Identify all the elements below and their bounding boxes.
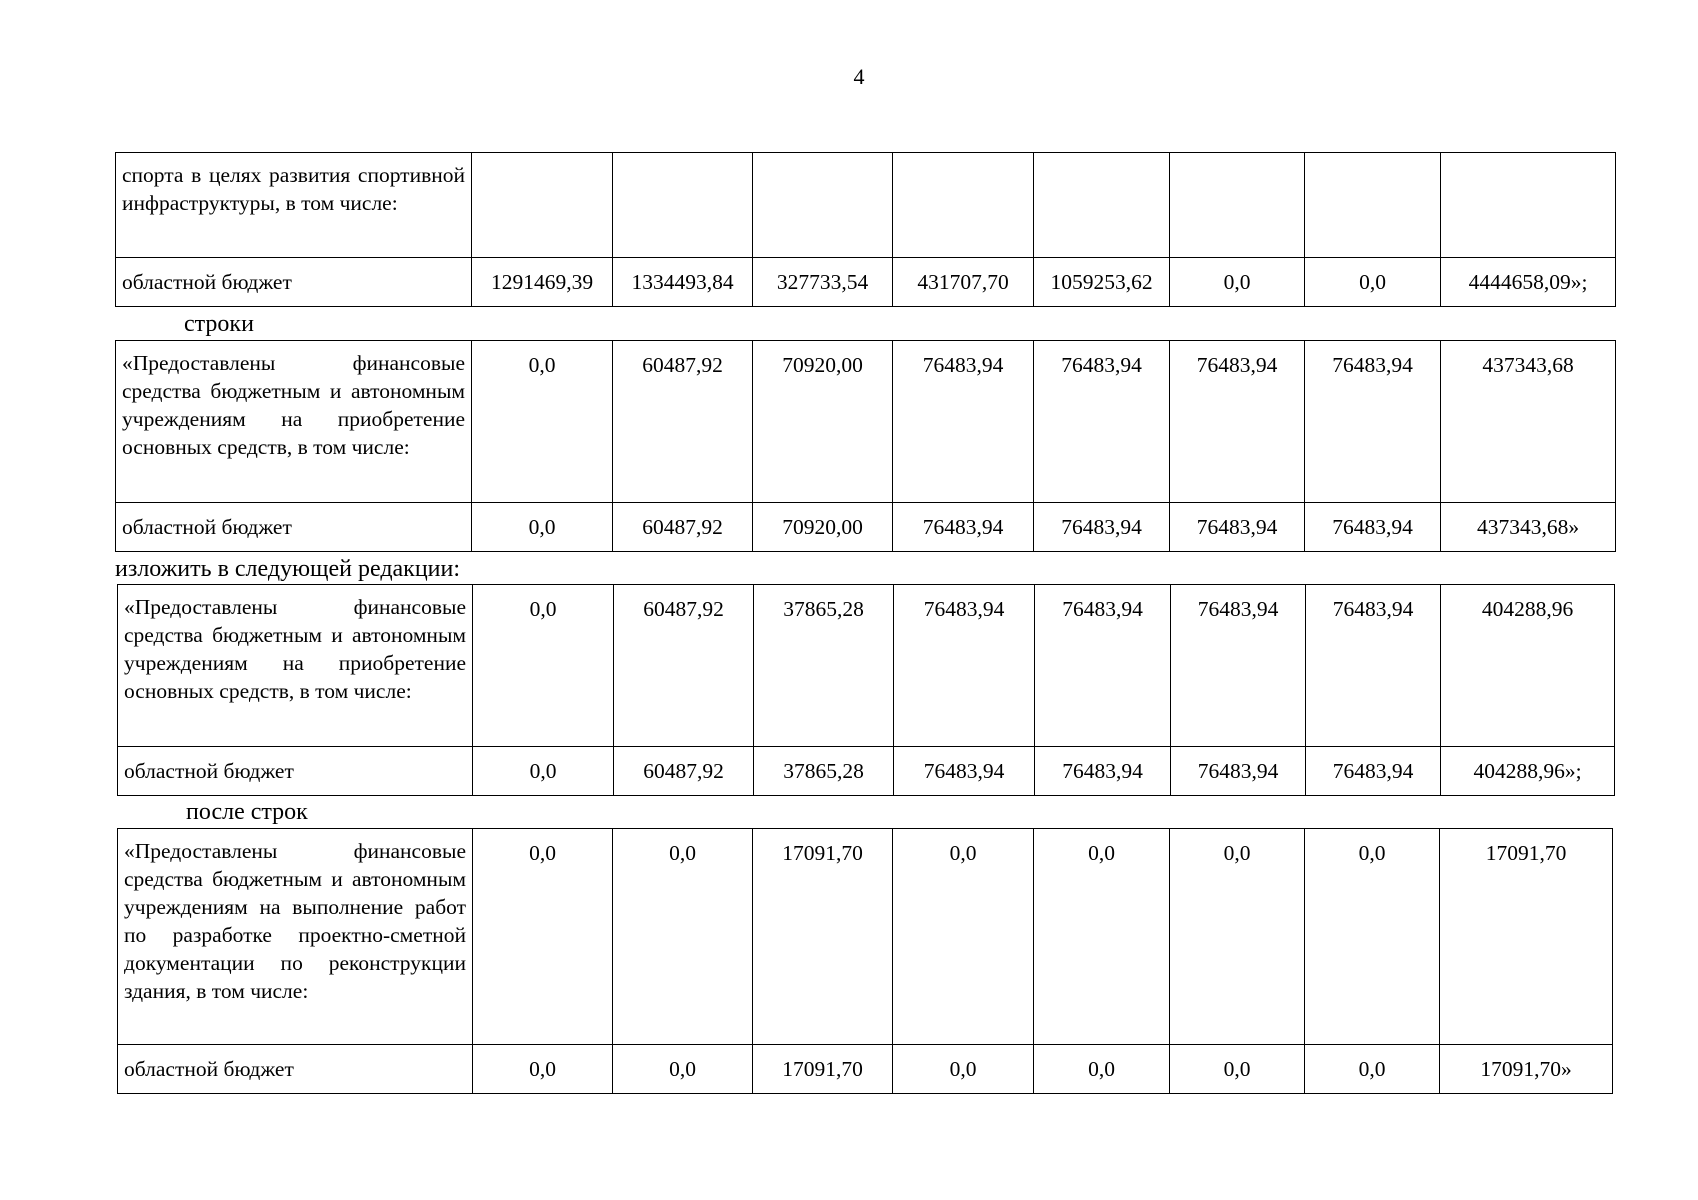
value-cell: 70920,00 (753, 503, 893, 552)
page-number: 4 (853, 64, 865, 89)
table-row-main (116, 153, 1616, 258)
value-cell: 0,0 (1170, 258, 1305, 307)
value-cell (1034, 153, 1170, 258)
value-cell: 76483,94 (1171, 747, 1306, 796)
value-cell (753, 153, 893, 258)
value-cell: 60487,92 (614, 747, 754, 796)
value-cell: 0,0 (893, 1045, 1034, 1094)
value-cell: 0,0 (473, 585, 614, 747)
value-cell (1305, 153, 1441, 258)
value-cell: 76483,94 (1306, 747, 1441, 796)
value-cell: 404288,96»; (1441, 747, 1615, 796)
connector-rows: строки (184, 311, 254, 337)
value-cell: 76483,94 (1034, 341, 1170, 503)
row-label: областной бюджет (116, 503, 472, 552)
value-cell: 0,0 (1305, 258, 1441, 307)
value-cell: 327733,54 (753, 258, 893, 307)
value-cell: 37865,28 (754, 747, 894, 796)
budget-table-3 (117, 584, 1615, 796)
value-cell (1170, 153, 1305, 258)
value-cell: 1291469,39 (472, 258, 613, 307)
value-cell: 37865,28 (754, 585, 894, 747)
value-cell: 76483,94 (1034, 503, 1170, 552)
table-row-sub (118, 1045, 1613, 1094)
value-cell: 1334493,84 (613, 258, 753, 307)
value-cell: 0,0 (472, 503, 613, 552)
value-cell: 0,0 (473, 747, 614, 796)
value-cell: 60487,92 (613, 341, 753, 503)
value-cell: 76483,94 (1305, 503, 1441, 552)
value-cell: 76483,94 (893, 341, 1034, 503)
value-cell: 76483,94 (894, 747, 1035, 796)
value-cell: 0,0 (473, 829, 613, 1045)
value-cell: 60487,92 (614, 585, 754, 747)
value-cell: 17091,70 (1440, 829, 1613, 1045)
value-cell: 76483,94 (1306, 585, 1441, 747)
value-cell: 17091,70 (753, 1045, 893, 1094)
value-cell: 70920,00 (753, 341, 893, 503)
table-row-sub (116, 503, 1616, 552)
value-cell: 0,0 (893, 829, 1034, 1045)
row-label: «Предоставлены финансовые средства бюджетным и автономным учреждениям на приобретение основных средств, в том числе: (116, 341, 472, 503)
value-cell: 76483,94 (1171, 585, 1306, 747)
value-cell: 17091,70 (753, 829, 893, 1045)
budget-table-2 (115, 340, 1616, 552)
value-cell (613, 153, 753, 258)
value-cell: 437343,68 (1441, 341, 1616, 503)
value-cell (472, 153, 613, 258)
value-cell (1441, 153, 1616, 258)
value-cell: 404288,96 (1441, 585, 1615, 747)
table-row-main (116, 341, 1616, 503)
value-cell: 1059253,62 (1034, 258, 1170, 307)
value-cell: 76483,94 (1035, 585, 1171, 747)
value-cell: 0,0 (1305, 1045, 1440, 1094)
value-cell: 76483,94 (1170, 341, 1305, 503)
value-cell: 76483,94 (893, 503, 1034, 552)
value-cell: 4444658,09»; (1441, 258, 1616, 307)
connector-replace: изложить в следующей редакции: (115, 556, 461, 582)
value-cell: 17091,70» (1440, 1045, 1613, 1094)
value-cell (893, 153, 1034, 258)
row-label: областной бюджет (118, 1045, 473, 1094)
value-cell: 0,0 (613, 1045, 753, 1094)
value-cell: 0,0 (472, 341, 613, 503)
value-cell: 0,0 (1170, 829, 1305, 1045)
table-row-main (118, 829, 1613, 1045)
row-label: спорта в целях развития спортивной инфраструктуры, в том числе: (116, 153, 472, 258)
value-cell: 0,0 (1034, 829, 1170, 1045)
row-label: областной бюджет (118, 747, 473, 796)
table-row-sub (118, 747, 1615, 796)
table-row-main (118, 585, 1615, 747)
value-cell: 76483,94 (1035, 747, 1171, 796)
row-label: «Предоставлены финансовые средства бюджетным и автономным учреждениям на выполнение работ по разработке проектно-сметной документации по реконструкции здания, в том числе: (118, 829, 473, 1045)
row-label: «Предоставлены финансовые средства бюджетным и автономным учреждениям на приобретение основных средств, в том числе: (118, 585, 473, 747)
table-row-sub (116, 258, 1616, 307)
value-cell: 76483,94 (1170, 503, 1305, 552)
value-cell: 0,0 (613, 829, 753, 1045)
budget-table-1 (115, 152, 1616, 307)
connector-after-rows: после строк (186, 799, 308, 825)
value-cell: 0,0 (1034, 1045, 1170, 1094)
value-cell: 437343,68» (1441, 503, 1616, 552)
value-cell: 76483,94 (1305, 341, 1441, 503)
value-cell: 0,0 (1170, 1045, 1305, 1094)
value-cell: 76483,94 (894, 585, 1035, 747)
value-cell: 0,0 (1305, 829, 1440, 1045)
row-label: областной бюджет (116, 258, 472, 307)
value-cell: 60487,92 (613, 503, 753, 552)
budget-table-4 (117, 828, 1613, 1094)
value-cell: 431707,70 (893, 258, 1034, 307)
value-cell: 0,0 (473, 1045, 613, 1094)
